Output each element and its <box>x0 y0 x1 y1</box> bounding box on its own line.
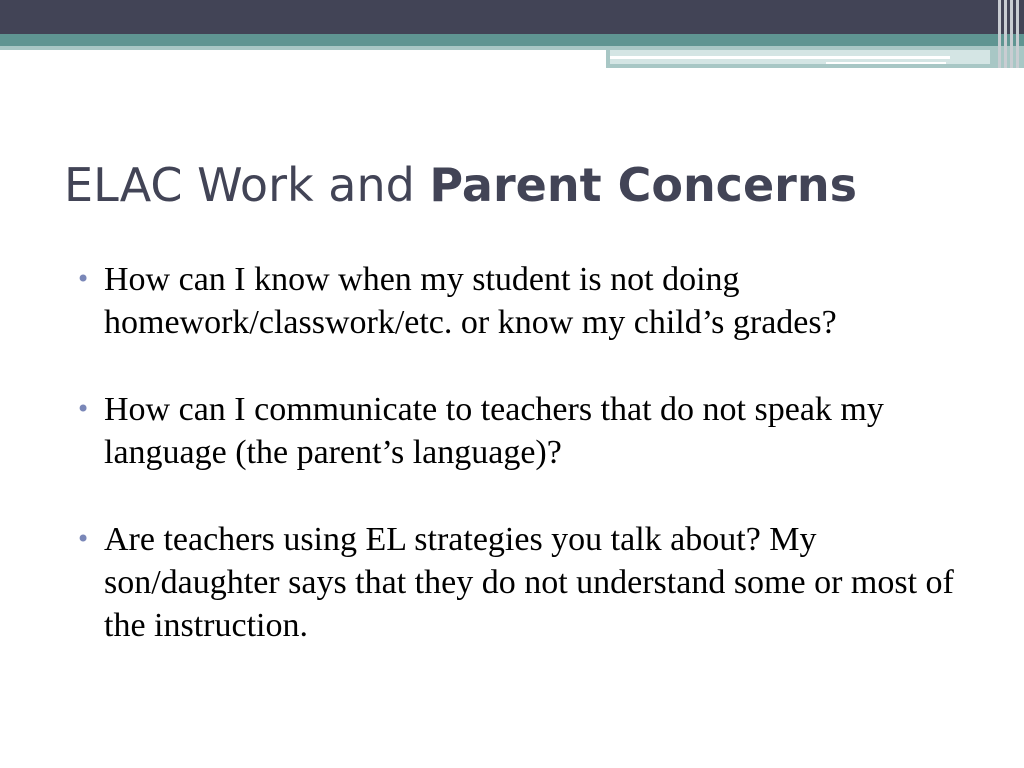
header-dark-bar <box>0 0 1024 34</box>
bullet-text: How can I know when my student is not doing homework/classwork/etc. or know my child’s grades? <box>104 261 837 341</box>
header-stripes <box>994 0 1024 68</box>
header-right-line <box>610 56 950 59</box>
bullet-dot-icon: • <box>76 265 91 293</box>
slide-title <box>64 158 857 212</box>
bullet-text: Are teachers using EL strategies you talk about? My son/daughter says that they do not understand some or most of the instruction. <box>104 521 954 644</box>
header-teal-bar <box>0 34 1024 46</box>
bullet-item <box>74 518 954 647</box>
title-regular: ELAC Work and <box>64 158 430 212</box>
bullet-item <box>74 258 954 344</box>
header-right-line-short <box>826 62 946 64</box>
bullet-text: How can I communicate to teachers that do not speak my language (the parent’s language)? <box>104 391 884 471</box>
bullet-dot-icon: • <box>76 525 91 553</box>
bullet-item <box>74 388 954 474</box>
header-light-bar <box>0 46 606 50</box>
bullet-dot-icon: • <box>76 395 91 423</box>
bullet-list <box>74 258 954 691</box>
title-bold: Parent Concerns <box>429 158 857 212</box>
